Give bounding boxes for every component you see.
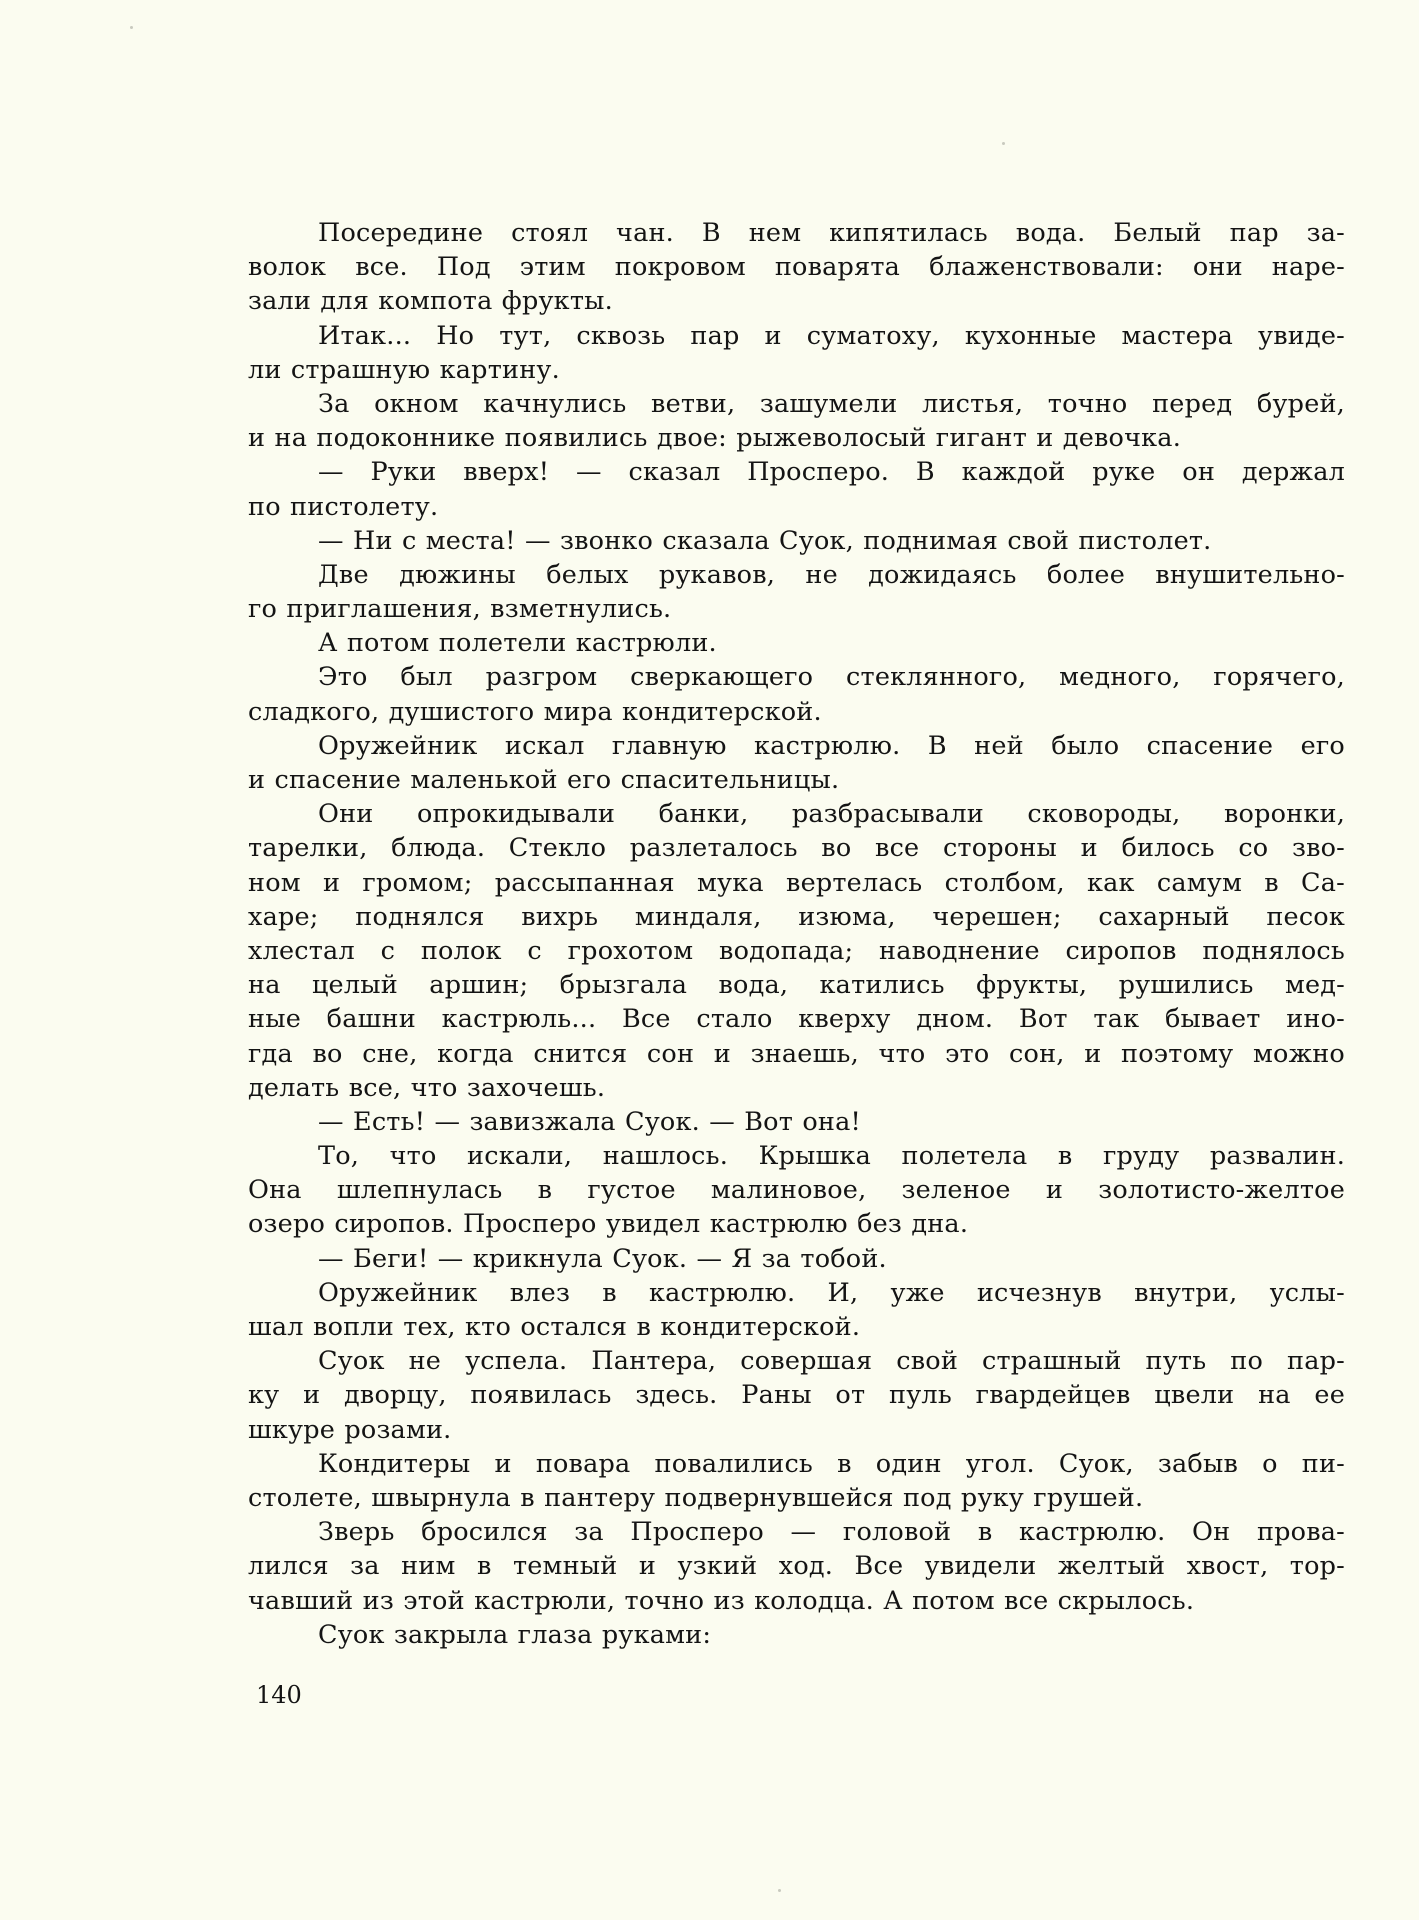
text-line: Оружейник влез в кастрюлю. И, уже исчезнув внутри, услы- xyxy=(318,1277,1345,1308)
text-line: тарелки, блюда. Стекло разлеталось во все стороны и билось со зво- xyxy=(248,833,1345,864)
text-line: столете, швырнула в пантеру подвернувшейся под руку грушей. xyxy=(248,1482,1144,1513)
text-line: сладкого, душистого мира кондитерской. xyxy=(248,696,822,727)
text-line: Две дюжины белых рукавов, не дожидаясь более внушительно- xyxy=(318,559,1345,590)
paper-speck xyxy=(130,26,133,29)
text-line: го приглашения, взметнулись. xyxy=(248,594,672,625)
text-line: ли страшную картину. xyxy=(248,354,560,385)
text-line: и спасение маленькой его спасительницы. xyxy=(248,765,840,795)
text-line: волок все. Под этим покровом поварята блаженствовали: они наре- xyxy=(248,252,1345,283)
text-line: шал вопли тех, кто остался в кондитерской. xyxy=(248,1312,861,1342)
text-line: зали для компота фрукты. xyxy=(248,286,613,317)
text-line: харе; поднялся вихрь миндаля, изюма, черешен; сахарный песок xyxy=(248,901,1345,932)
text-line: Суок не успела. Пантера, совершая свой страшный путь по пар- xyxy=(318,1346,1345,1377)
text-line: по пистолету. xyxy=(248,491,439,522)
text-line: гда во сне, когда снится сон и знаешь, что это сон, и поэтому можно xyxy=(248,1038,1345,1069)
text-line: Она шлепнулась в густое малиновое, зеленое и золотисто-желтое xyxy=(248,1175,1345,1206)
text-line: ном и громом; рассыпанная мука вертелась столбом, как самум в Са- xyxy=(248,867,1345,898)
text-line: Это был разгром сверкающего стеклянного, медного, горячего, xyxy=(318,662,1345,693)
text-line: — Беги! — крикнула Суок. — Я за тобой. xyxy=(318,1243,887,1274)
text-line: Зверь бросился за Просперо — головой в кастрюлю. Он прова- xyxy=(318,1517,1345,1548)
text-line: А потом полетели кастрюли. xyxy=(318,628,717,659)
text-line: делать все, что захочешь. xyxy=(248,1072,606,1103)
page-number: 140 xyxy=(256,1681,302,1709)
text-line: ку и дворцу, появилась здесь. Раны от пуль гвардейцев цвели на ее xyxy=(248,1380,1345,1411)
text-line: То, что искали, нашлось. Крышка полетела в груду развалин. xyxy=(318,1141,1345,1172)
text-line: — Ни с места! — звонко сказала Суок, поднимая свой пистолет. xyxy=(318,525,1212,556)
text-line: ные башни кастрюль... Все стало кверху дном. Вот так бывает ино- xyxy=(248,1004,1345,1035)
paper-speck xyxy=(778,1889,781,1892)
text-line: Итак... Но тут, сквозь пар и суматоху, кухонные мастера увиде- xyxy=(318,320,1345,351)
text-line: на целый аршин; брызгала вода, катились фрукты, рушились мед- xyxy=(248,970,1345,1001)
text-line: Посередине стоял чан. В нем кипятилась вода. Белый пар за- xyxy=(318,218,1345,248)
text-line: — Есть! — завизжала Суок. — Вот она! xyxy=(318,1106,861,1137)
paper-speck xyxy=(1002,142,1005,145)
text-line: лился за ним в темный и узкий ход. Все увидели желтый хвост, тор- xyxy=(248,1551,1345,1582)
text-line: хлестал с полок с грохотом водопада; наводнение сиропов поднялось xyxy=(248,935,1345,966)
text-line: Суок закрыла глаза руками: xyxy=(318,1619,712,1650)
text-line: чавший из этой кастрюли, точно из колодца. А потом все скрылось. xyxy=(248,1585,1195,1616)
text-line: и на подоконнике появились двое: рыжеволосый гигант и девочка. xyxy=(248,423,1182,454)
body-text xyxy=(248,216,1345,1652)
text-line: Оружейник искал главную кастрюлю. В ней было спасение его xyxy=(318,730,1345,761)
text-line: Кондитеры и повара повалились в один угол. Суок, забыв о пи- xyxy=(318,1448,1345,1479)
text-line: — Руки вверх! — сказал Просперо. В каждой руке он держал xyxy=(318,457,1345,488)
text-line: За окном качнулись ветви, зашумели листья, точно перед бурей, xyxy=(318,388,1345,419)
text-line: озеро сиропов. Просперо увидел кастрюлю без дна. xyxy=(248,1209,969,1240)
text-line: шкуре розами. xyxy=(248,1414,452,1445)
text-line: Они опрокидывали банки, разбрасывали сковороды, воронки, xyxy=(318,799,1345,830)
